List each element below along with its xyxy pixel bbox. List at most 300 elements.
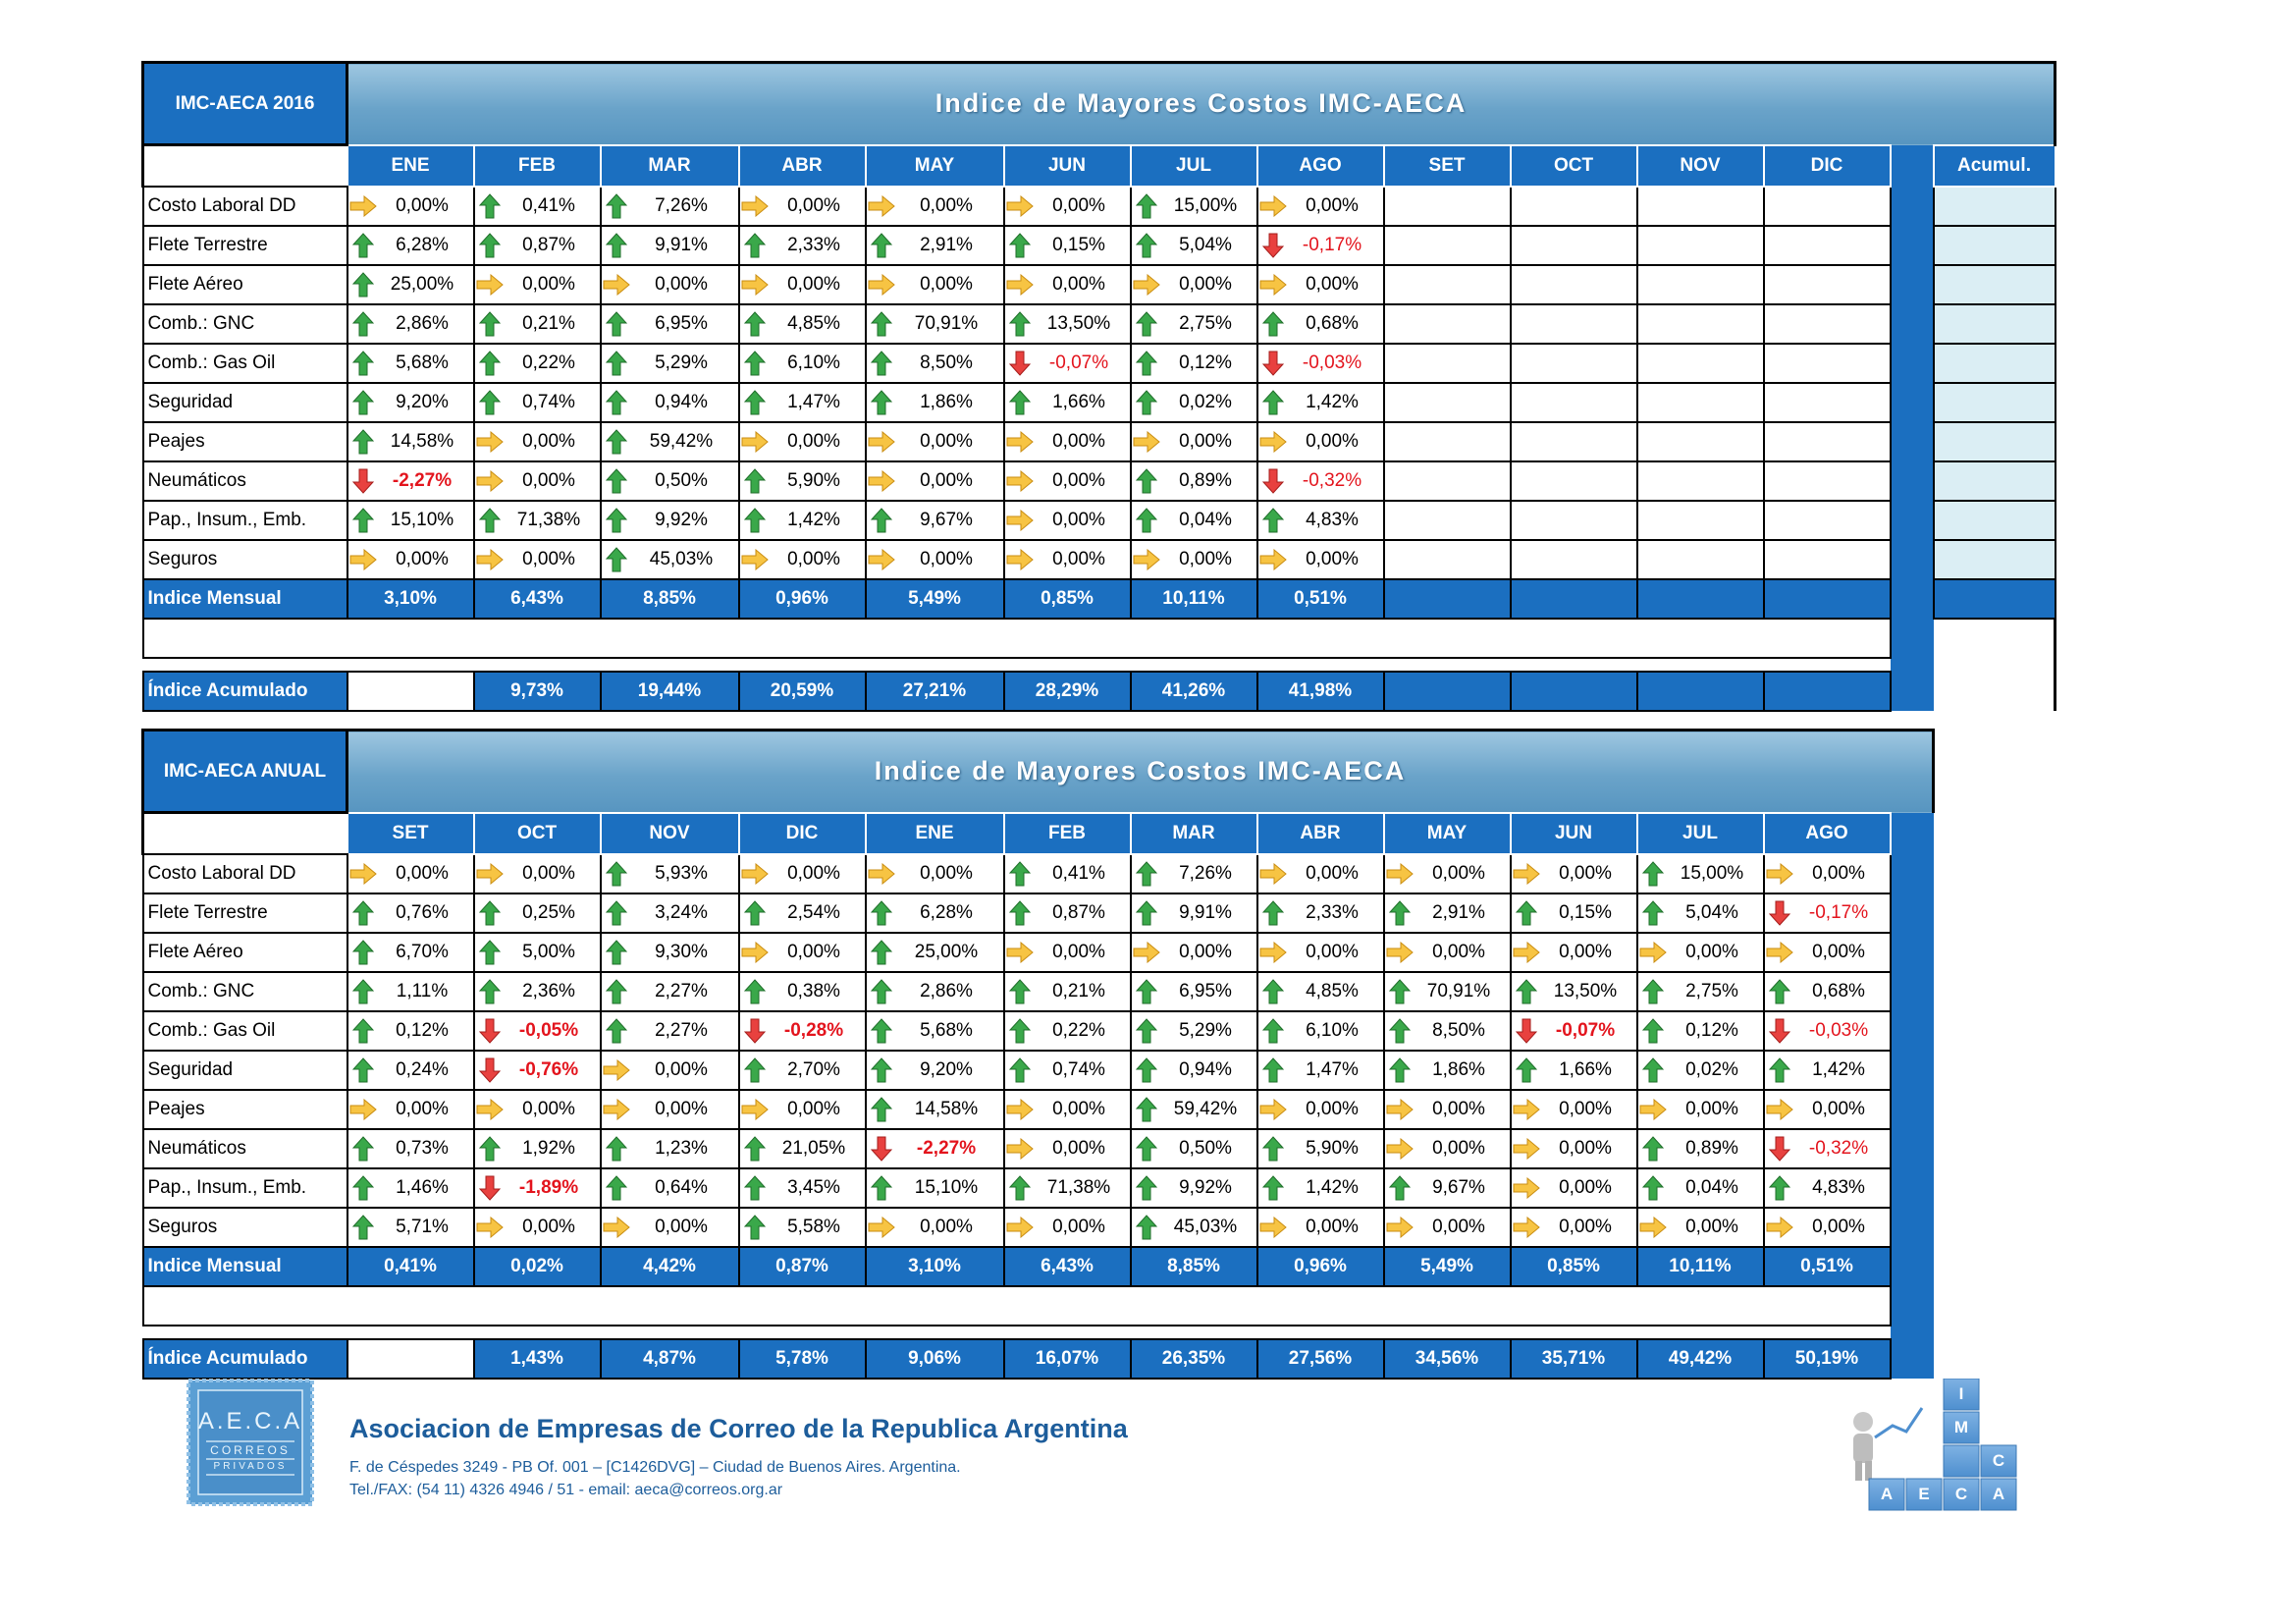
side-bar: [1891, 672, 1934, 711]
arrow-up-icon: [352, 390, 374, 415]
value-cell: [739, 893, 866, 933]
arrow-up-icon: [871, 311, 892, 337]
value-cell: [1257, 1129, 1384, 1168]
value-cell: [866, 422, 1004, 461]
trend-arrow: [475, 431, 505, 453]
value-cell: [1384, 972, 1511, 1011]
arrow-down-icon: [1262, 233, 1284, 258]
value-cell: [1131, 933, 1257, 972]
trend-arrow: [740, 1099, 770, 1120]
cell-value: 0,00%: [1306, 941, 1359, 962]
empty-cell: [1384, 344, 1511, 383]
arrow-up-icon: [606, 193, 627, 219]
cell-value: 0,00%: [522, 1098, 575, 1119]
arrow-up-icon: [1262, 900, 1284, 926]
row-label: Seguros: [143, 1208, 347, 1247]
trend-arrow: [1258, 1136, 1288, 1162]
arrow-up-icon: [479, 1136, 501, 1162]
empty-cell: [1511, 265, 1637, 304]
value-cell: [1004, 972, 1131, 1011]
cell-value: 2,86%: [920, 980, 973, 1001]
arrow-up-icon: [871, 508, 892, 533]
arrow-right-icon: [868, 863, 895, 885]
value-cell: [474, 461, 601, 501]
trend-arrow: [1512, 1138, 1541, 1160]
value-cell: [474, 1051, 601, 1090]
value-cell: [601, 265, 739, 304]
empty-cell: [1637, 187, 1764, 226]
cell-value: 0,00%: [787, 548, 840, 569]
arrow-right-icon: [741, 1099, 769, 1120]
arrow-right-icon: [1133, 549, 1160, 570]
value-cell: [601, 187, 739, 226]
arrow-right-icon: [1006, 1138, 1034, 1160]
value-cell: [601, 933, 739, 972]
arrow-down-icon: [1262, 468, 1284, 494]
trend-arrow: [867, 1217, 896, 1238]
value-cell: [347, 854, 474, 893]
cell-value: 5,68%: [396, 352, 449, 373]
trend-arrow: [602, 940, 631, 965]
month-header: FEB: [1004, 813, 1131, 854]
arrow-right-icon: [603, 274, 630, 296]
cell-value: 8,50%: [920, 352, 973, 373]
value-cell: [1004, 854, 1131, 893]
value-cell: [1004, 540, 1131, 579]
value-cell: [474, 1168, 601, 1208]
arrow-up-icon: [352, 1136, 374, 1162]
arrow-right-icon: [1386, 863, 1414, 885]
trend-arrow: [1005, 390, 1035, 415]
stamp-logo-bot: PRIVADOS: [213, 1461, 288, 1472]
trend-arrow: [1765, 942, 1794, 963]
side-bar: [1891, 145, 1934, 187]
indice-acumulado-label: Índice Acumulado: [143, 1339, 347, 1379]
value-cell: [1004, 226, 1131, 265]
value-cell: [474, 501, 601, 540]
arrow-right-icon: [1259, 549, 1287, 570]
trend-arrow: [740, 233, 770, 258]
indice-acumulado-label: Índice Acumulado: [143, 672, 347, 711]
cell-value: 0,00%: [1812, 1216, 1865, 1237]
trend-arrow: [1512, 863, 1541, 885]
trend-arrow: [867, 195, 896, 217]
side-bar: [1891, 972, 1934, 1011]
row-label: Comb.: Gas Oil: [143, 1011, 347, 1051]
cell-value: 0,12%: [1179, 352, 1232, 373]
cell-value: 0,87%: [1052, 901, 1105, 923]
indice-mensual-value: 6,43%: [474, 579, 601, 619]
arrow-up-icon: [606, 900, 627, 926]
cell-value: 0,02%: [1685, 1058, 1738, 1080]
trend-arrow: [1385, 900, 1415, 926]
trend-arrow: [475, 940, 505, 965]
value-cell: [347, 1129, 474, 1168]
cell-value: 2,27%: [655, 1019, 708, 1041]
cell-value: 15,00%: [1173, 194, 1238, 216]
arrow-right-icon: [1513, 1217, 1540, 1238]
value-cell: [1004, 501, 1131, 540]
table-banner-title: Indice de Mayores Costos IMC-AECA: [347, 731, 1934, 813]
trend-arrow: [602, 900, 631, 926]
cell-value: 9,20%: [396, 391, 449, 412]
cell-value: 0,00%: [1812, 1098, 1865, 1119]
cell-value: 0,00%: [1432, 1137, 1485, 1159]
empty-cell: [1637, 461, 1764, 501]
value-cell: [601, 1208, 739, 1247]
trend-arrow: [1765, 1057, 1794, 1083]
trend-arrow: [740, 1136, 770, 1162]
trend-arrow: [1005, 470, 1035, 492]
cell-value: 1,42%: [1812, 1058, 1865, 1080]
value-cell: [1257, 1051, 1384, 1090]
trend-arrow: [1385, 1175, 1415, 1201]
acumul-cell: [1934, 461, 2056, 501]
value-cell: [1384, 933, 1511, 972]
cell-value: 0,89%: [1685, 1137, 1738, 1159]
indice-mensual-value: 8,85%: [1131, 1247, 1257, 1286]
acumul-cell: [1934, 540, 2056, 579]
table-row: [143, 461, 2056, 501]
cell-value: 0,00%: [1559, 1216, 1612, 1237]
cell-value: 9,92%: [655, 509, 708, 530]
arrow-up-icon: [871, 233, 892, 258]
value-cell: [1511, 1129, 1637, 1168]
row-label: Flete Aéreo: [143, 265, 347, 304]
header-blank: [143, 813, 347, 854]
arrow-up-icon: [352, 1057, 374, 1083]
value-cell: [474, 854, 601, 893]
trend-arrow: [348, 1057, 378, 1083]
cell-value: 0,04%: [1179, 509, 1232, 530]
cell-value: 0,00%: [1432, 862, 1485, 884]
arrow-up-icon: [744, 1215, 766, 1240]
trend-arrow: [1765, 1175, 1794, 1201]
trend-arrow: [475, 390, 505, 415]
trend-arrow: [1132, 390, 1161, 415]
row-label: Costo Laboral DD: [143, 854, 347, 893]
trend-arrow: [1132, 431, 1161, 453]
value-cell: [739, 304, 866, 344]
arrow-up-icon: [1009, 900, 1031, 926]
trend-arrow: [1638, 979, 1668, 1004]
cell-value: 0,21%: [1052, 980, 1105, 1001]
value-cell: [347, 1168, 474, 1208]
cell-value: 0,00%: [920, 548, 973, 569]
cell-value: 2,33%: [787, 234, 840, 255]
indice-acumulado-empty: [1764, 672, 1891, 711]
value-cell: [739, 344, 866, 383]
empty-cell: [1511, 304, 1637, 344]
arrow-right-icon: [603, 1217, 630, 1238]
arrow-right-icon: [1259, 942, 1287, 963]
trend-arrow: [1765, 1099, 1794, 1120]
month-header: NOV: [601, 813, 739, 854]
row-label: Seguros: [143, 540, 347, 579]
cell-value: -2,27%: [916, 1137, 977, 1159]
value-cell: [1764, 854, 1891, 893]
arrow-right-icon: [603, 1099, 630, 1120]
arrow-right-icon: [868, 195, 895, 217]
arrow-right-icon: [349, 1099, 377, 1120]
arrow-up-icon: [1136, 900, 1157, 926]
side-bar: [1891, 344, 1934, 383]
cell-value: 1,47%: [787, 391, 840, 412]
trend-arrow: [475, 1057, 505, 1083]
empty-cell: [1764, 501, 1891, 540]
arrow-up-icon: [1009, 1175, 1031, 1201]
acumul-cell: [1934, 501, 2056, 540]
indice-mensual-label: Indice Mensual: [143, 579, 347, 619]
arrow-right-icon: [1766, 1099, 1793, 1120]
arrow-down-icon: [479, 1018, 501, 1044]
cell-value: 0,68%: [1306, 312, 1359, 334]
indice-mensual-value: 0,51%: [1257, 579, 1384, 619]
cell-value: 2,86%: [396, 312, 449, 334]
arrow-up-icon: [606, 1136, 627, 1162]
value-cell: [739, 383, 866, 422]
arrow-up-icon: [479, 508, 501, 533]
value-cell: [1257, 540, 1384, 579]
side-bar: [1891, 540, 1934, 579]
imc-table-2016: [141, 61, 2056, 712]
row-label: Peajes: [143, 422, 347, 461]
value-cell: [739, 933, 866, 972]
cell-value: 0,22%: [1052, 1019, 1105, 1041]
trend-arrow: [602, 274, 631, 296]
value-cell: [474, 540, 601, 579]
footer-title: Asociacion de Empresas de Correo de la Republica Argentina: [349, 1414, 1128, 1443]
acumul-cell: [1934, 226, 2056, 265]
value-cell: [1764, 1208, 1891, 1247]
cell-value: 0,41%: [1052, 862, 1105, 884]
value-cell: [739, 1011, 866, 1051]
empty-cell: [1511, 501, 1637, 540]
indice-mensual-value: 3,10%: [866, 1247, 1004, 1286]
arrow-right-icon: [1386, 942, 1414, 963]
trend-arrow: [348, 979, 378, 1004]
empty-cell: [1384, 226, 1511, 265]
month-header: JUN: [1511, 813, 1637, 854]
value-cell: [1384, 1011, 1511, 1051]
value-cell: [1004, 265, 1131, 304]
arrow-up-icon: [1389, 979, 1411, 1004]
value-cell: [1637, 933, 1764, 972]
value-cell: [866, 1208, 1004, 1247]
cell-value: 0,00%: [396, 862, 449, 884]
value-cell: [347, 933, 474, 972]
cell-value: 0,00%: [522, 469, 575, 491]
arrow-up-icon: [1262, 1175, 1284, 1201]
cell-value: 5,00%: [522, 941, 575, 962]
empty-cell: [1764, 383, 1891, 422]
empty-cell: [1637, 422, 1764, 461]
cell-value: 21,05%: [781, 1137, 846, 1159]
stamp-logo-icon: [187, 1379, 314, 1506]
arrow-up-icon: [1009, 861, 1031, 887]
arrow-up-icon: [1009, 979, 1031, 1004]
arrow-up-icon: [1136, 1057, 1157, 1083]
value-cell: [474, 226, 601, 265]
empty-cell: [1764, 304, 1891, 344]
indice-acumulado-value: 19,44%: [601, 672, 739, 711]
acumul-cell: [1934, 344, 2056, 383]
cell-value: 0,00%: [396, 1098, 449, 1119]
cell-value: 0,00%: [1179, 430, 1232, 452]
arrow-up-icon: [1136, 1018, 1157, 1044]
month-header: AGO: [1257, 145, 1384, 187]
cell-value: 1,47%: [1306, 1058, 1359, 1080]
empty-cell: [1764, 461, 1891, 501]
arrow-up-icon: [744, 1175, 766, 1201]
arrow-right-icon: [1133, 274, 1160, 296]
arrow-up-icon: [1136, 193, 1157, 219]
trend-arrow: [867, 979, 896, 1004]
cell-value: 0,00%: [1179, 548, 1232, 569]
arrow-right-icon: [1259, 1099, 1287, 1120]
value-cell: [739, 501, 866, 540]
value-cell: [347, 972, 474, 1011]
value-cell: [866, 1129, 1004, 1168]
month-header: OCT: [474, 813, 601, 854]
empty-cell: [1764, 422, 1891, 461]
indice-mensual-value: 0,51%: [1764, 1247, 1891, 1286]
value-cell: [739, 265, 866, 304]
trend-arrow: [602, 1175, 631, 1201]
trend-arrow: [1512, 900, 1541, 926]
trend-arrow: [740, 508, 770, 533]
trend-arrow: [475, 233, 505, 258]
row-label: Flete Aéreo: [143, 933, 347, 972]
value-cell: [1004, 187, 1131, 226]
cell-value: 14,58%: [914, 1098, 979, 1119]
arrow-up-icon: [606, 979, 627, 1004]
value-cell: [739, 1129, 866, 1168]
value-cell: [1637, 972, 1764, 1011]
cell-value: 1,42%: [1306, 1176, 1359, 1198]
trend-arrow: [1258, 274, 1288, 296]
row-label: Pap., Insum., Emb.: [143, 501, 347, 540]
trend-arrow: [475, 1099, 505, 1120]
table-row: [143, 265, 2056, 304]
arrow-up-icon: [1516, 1057, 1537, 1083]
arrow-up-icon: [1262, 1018, 1284, 1044]
arrow-right-icon: [1259, 431, 1287, 453]
value-cell: [1131, 1011, 1257, 1051]
trend-arrow: [348, 311, 378, 337]
cell-value: 1,46%: [396, 1176, 449, 1198]
side-bar: [1891, 1286, 1934, 1326]
trend-arrow: [1258, 390, 1288, 415]
arrow-right-icon: [476, 274, 504, 296]
value-cell: [866, 265, 1004, 304]
trend-arrow: [867, 1175, 896, 1201]
trend-arrow: [1512, 1018, 1541, 1044]
value-cell: [866, 1168, 1004, 1208]
trend-arrow: [1512, 1217, 1541, 1238]
trend-arrow: [1132, 1097, 1161, 1122]
arrow-up-icon: [1389, 1057, 1411, 1083]
cell-value: 0,00%: [1052, 430, 1105, 452]
trend-arrow: [867, 470, 896, 492]
arrow-right-icon: [868, 1217, 895, 1238]
cell-value: 5,04%: [1685, 901, 1738, 923]
trend-arrow: [1258, 900, 1288, 926]
cell-value: 70,91%: [1426, 980, 1491, 1001]
value-cell: [1764, 1090, 1891, 1129]
value-cell: [739, 422, 866, 461]
arrow-down-icon: [1009, 351, 1031, 376]
trend-arrow: [1638, 1136, 1668, 1162]
value-cell: [1257, 501, 1384, 540]
arrow-right-icon: [476, 1099, 504, 1120]
trend-arrow: [1765, 863, 1794, 885]
trend-arrow: [867, 390, 896, 415]
cell-value: -0,05%: [518, 1019, 579, 1041]
value-cell: [1131, 1168, 1257, 1208]
cell-value: 0,00%: [920, 1216, 973, 1237]
indice-mensual-value: 3,10%: [347, 579, 474, 619]
trend-arrow: [1258, 1018, 1288, 1044]
value-cell: [474, 422, 601, 461]
cell-value: 5,90%: [787, 469, 840, 491]
imc-logo-letter: A: [1880, 1485, 1894, 1503]
arrow-up-icon: [606, 1018, 627, 1044]
value-cell: [1131, 1129, 1257, 1168]
arrow-up-icon: [352, 1215, 374, 1240]
trend-arrow: [1638, 861, 1668, 887]
value-cell: [601, 893, 739, 933]
value-cell: [601, 1129, 739, 1168]
arrow-up-icon: [1262, 1057, 1284, 1083]
indice-acumulado-empty: [1384, 672, 1511, 711]
cell-value: -0,07%: [1555, 1019, 1616, 1041]
value-cell: [347, 344, 474, 383]
arrow-up-icon: [1262, 508, 1284, 533]
value-cell: [1257, 1208, 1384, 1247]
indice-acumulado-empty: [1511, 672, 1637, 711]
arrow-right-icon: [868, 470, 895, 492]
arrow-up-icon: [1136, 1215, 1157, 1240]
value-cell: [866, 1090, 1004, 1129]
cell-value: 2,33%: [1306, 901, 1359, 923]
cell-value: 0,22%: [522, 352, 575, 373]
arrow-up-icon: [606, 429, 627, 455]
trend-arrow: [1638, 1057, 1668, 1083]
trend-arrow: [1132, 1215, 1161, 1240]
cell-value: 0,00%: [1052, 1137, 1105, 1159]
trend-arrow: [740, 195, 770, 217]
trend-arrow: [740, 1057, 770, 1083]
trend-arrow: [1765, 900, 1794, 926]
value-cell: [474, 1090, 601, 1129]
cell-value: 0,00%: [1685, 1216, 1738, 1237]
trend-arrow: [1765, 979, 1794, 1004]
trend-arrow: [348, 468, 378, 494]
arrow-right-icon: [1006, 549, 1034, 570]
table-row: [143, 304, 2056, 344]
cell-value: 0,00%: [1052, 273, 1105, 295]
value-cell: [1257, 344, 1384, 383]
indice-mensual-empty: [1384, 579, 1511, 619]
month-header: OCT: [1511, 145, 1637, 187]
table-row: [143, 893, 1934, 933]
value-cell: [1257, 187, 1384, 226]
trend-arrow: [348, 390, 378, 415]
empty-cell: [1384, 540, 1511, 579]
row-label: Peajes: [143, 1090, 347, 1129]
cell-value: 0,00%: [1052, 941, 1105, 962]
